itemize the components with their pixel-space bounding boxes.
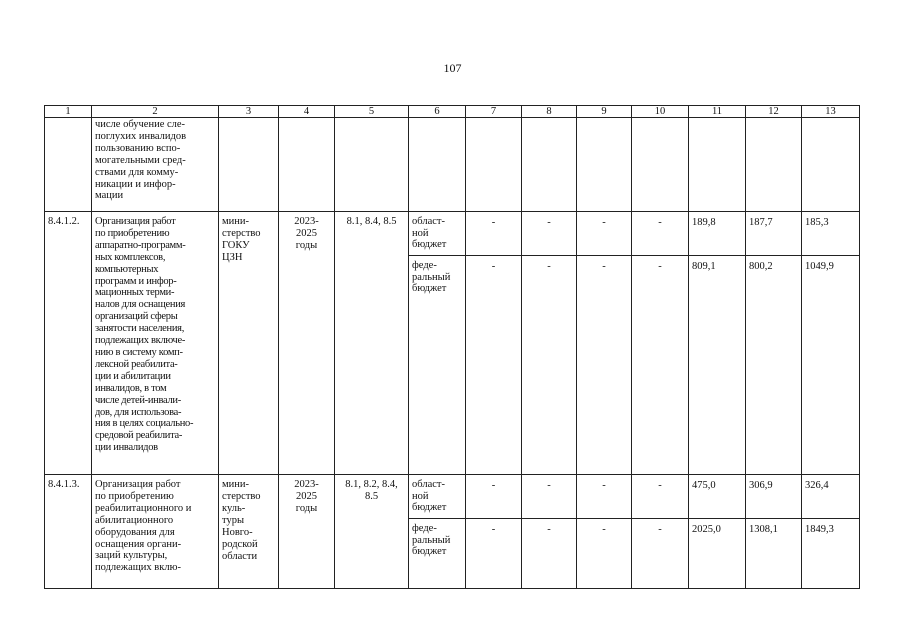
program-activities-table: [44, 105, 860, 589]
funding-source: област- ной бюджет: [409, 212, 466, 256]
funding-value: -: [632, 475, 689, 519]
table-cell: [746, 118, 802, 212]
funding-value: 475,0: [689, 475, 746, 519]
funding-value: -: [577, 475, 632, 519]
table-cell: [335, 118, 409, 212]
header-cell: 10: [632, 106, 689, 118]
activity-description-continued: числе обучение сле- поглухих инвалидов пользованию вспо- могательными сред- ствами для комму- никации и инфор- мации: [92, 118, 219, 212]
table-row: [45, 475, 860, 519]
funding-value: -: [577, 256, 632, 475]
table-cell: [466, 118, 522, 212]
funding-value: 800,2: [746, 256, 802, 475]
header-cell: 11: [689, 106, 746, 118]
header-cell: 9: [577, 106, 632, 118]
funding-value: -: [577, 519, 632, 589]
table-cell: [409, 118, 466, 212]
funding-value: 1849,3: [802, 519, 860, 589]
funding-source: феде- ральный бюджет: [409, 256, 466, 475]
funding-value: 326,4: [802, 475, 860, 519]
table-row: [45, 212, 860, 256]
header-cell: 6: [409, 106, 466, 118]
funding-value: -: [632, 519, 689, 589]
funding-value: -: [466, 475, 522, 519]
funding-value: -: [522, 475, 577, 519]
activity-targets: 8.1, 8.2, 8.4, 8.5: [335, 475, 409, 589]
funding-value: -: [632, 212, 689, 256]
header-cell: 4: [279, 106, 335, 118]
funding-value: 2025,0: [689, 519, 746, 589]
table-cell: [632, 118, 689, 212]
funding-value: 809,1: [689, 256, 746, 475]
header-cell: 7: [466, 106, 522, 118]
table-cell: [45, 118, 92, 212]
funding-value: -: [466, 212, 522, 256]
header-cell: 1: [45, 106, 92, 118]
table-cell: [522, 118, 577, 212]
activity-number: 8.4.1.2.: [45, 212, 92, 475]
table-cell: [219, 118, 279, 212]
funding-value: -: [522, 519, 577, 589]
funding-value: -: [522, 256, 577, 475]
column-number-header-row: [45, 106, 860, 118]
funding-value: 306,9: [746, 475, 802, 519]
table-cell: [279, 118, 335, 212]
funding-value: -: [466, 519, 522, 589]
funding-value: -: [577, 212, 632, 256]
funding-value: 1308,1: [746, 519, 802, 589]
funding-value: 1049,9: [802, 256, 860, 475]
page-number: 107: [443, 61, 462, 75]
header-cell: 13: [802, 106, 860, 118]
table-cell: [689, 118, 746, 212]
header-cell: 8: [522, 106, 577, 118]
funding-source: област- ной бюджет: [409, 475, 466, 519]
activity-executor: мини- стерство куль- туры Новго- родской области: [219, 475, 279, 589]
funding-value: 187,7: [746, 212, 802, 256]
activity-description: Организация работ по приобретению реабилитационного и абилитационного оборудования для оснащения органи- заций культуры, подлежащих вклю-: [92, 475, 219, 589]
funding-value: -: [466, 256, 522, 475]
table-cell: [577, 118, 632, 212]
header-cell: 2: [92, 106, 219, 118]
header-cell: 12: [746, 106, 802, 118]
funding-value: -: [632, 256, 689, 475]
funding-value: 185,3: [802, 212, 860, 256]
activity-targets: 8.1, 8.4, 8.5: [335, 212, 409, 475]
activity-description: Организация работ по приобретению аппаратно-программ- ных комплексов, компьютерных программ и инфор- мационных терми- налов для оснащения организаций сферы занятости населения, подлежащих включе- нию в систему комп- лексной реабилита- ции и абилитации инвалидов, в том числе детей-инвали- дов, для использова- ния в целях социально- средовой реабилита- ции инвалидов: [92, 212, 219, 475]
table-cell: [802, 118, 860, 212]
activity-period: 2023- 2025 годы: [279, 212, 335, 475]
activity-executor: мини- стерство ГОКУ ЦЗН: [219, 212, 279, 475]
table-row: [45, 118, 860, 212]
funding-source: феде- ральный бюджет: [409, 519, 466, 589]
activity-period: 2023- 2025 годы: [279, 475, 335, 589]
header-cell: 3: [219, 106, 279, 118]
funding-value: -: [522, 212, 577, 256]
activity-number: 8.4.1.3.: [45, 475, 92, 589]
funding-value: 189,8: [689, 212, 746, 256]
header-cell: 5: [335, 106, 409, 118]
